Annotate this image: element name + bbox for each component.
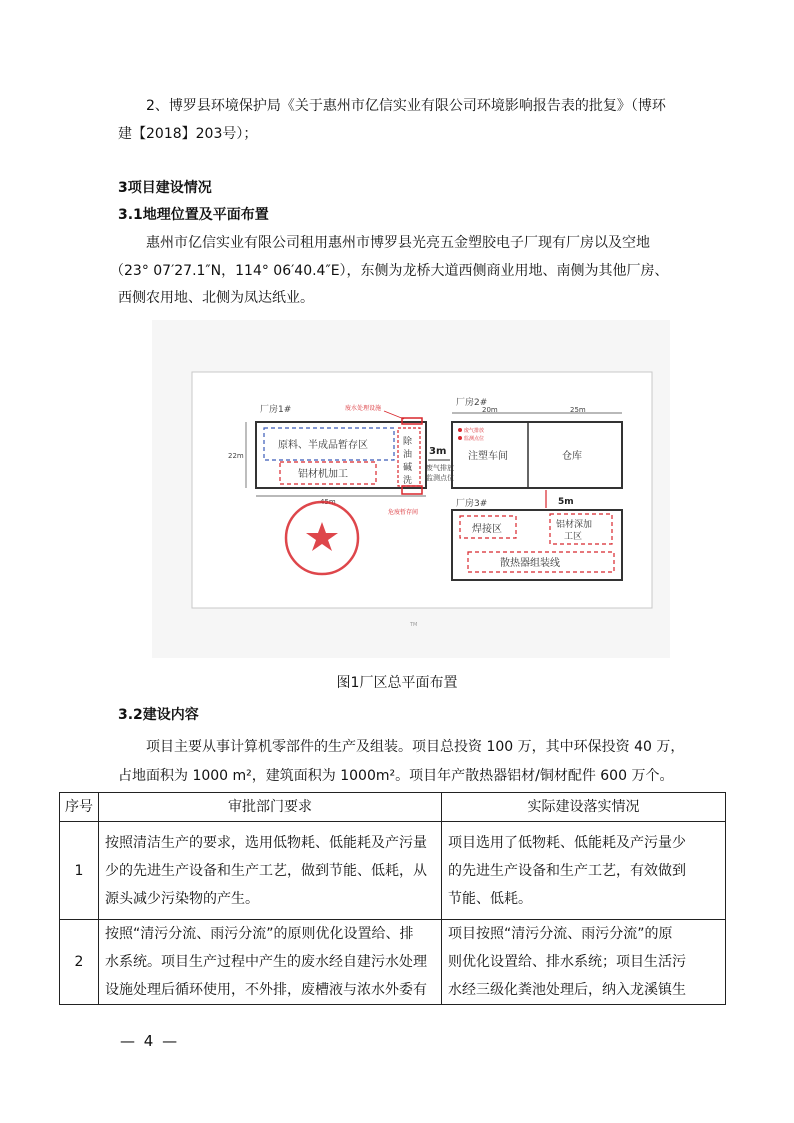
header-actual: 实际建设落实情况 xyxy=(442,793,726,822)
row-actual-line: 的先进生产设备和生产工艺，有效做到 xyxy=(448,862,686,879)
gap-5m-label: 5m xyxy=(558,497,574,507)
dim-25m: 25m xyxy=(570,406,586,414)
table-row xyxy=(60,822,726,920)
row-actual-line: 项目选用了低物耗、低能耗及产污量少 xyxy=(448,834,686,851)
warehouse-label: 仓库 xyxy=(562,451,582,462)
row-actual-line: 节能、低耗。 xyxy=(448,890,532,907)
approval-requirements-table xyxy=(59,792,726,1005)
building1-label: 厂房1# xyxy=(260,405,292,415)
aluminum-machining-label: 铝材机加工 xyxy=(298,469,348,480)
row-number: 1 xyxy=(60,822,99,920)
row-requirement-line: 少的先进生产设备和生产工艺，做到节能、低耗，从 xyxy=(105,862,427,879)
row-actual-line: 项目按照“清污分流、雨污分流”的原 xyxy=(448,926,673,942)
figure-caption: 图1厂区总平面布置 xyxy=(336,675,458,691)
section-title: 3项目建设情况 xyxy=(118,180,212,196)
degrease-label-2: 油 xyxy=(403,450,413,460)
location-paragraph-line-3: 西侧农用地、北侧为凤达纸业。 xyxy=(118,290,314,306)
content-paragraph-line-1: 项目主要从事计算机零部件的生产及组装。项目总投资 100 万，其中环保投资 40 万， xyxy=(146,739,685,755)
header-requirement: 审批部门要求 xyxy=(99,793,442,822)
raw-storage-label: 原料、半成品暂存区 xyxy=(278,440,368,451)
degrease-label-4: 洗 xyxy=(403,476,413,486)
dim-45m: 45m xyxy=(320,498,336,506)
welding-label: 焊接区 xyxy=(472,524,502,535)
reference-line-2: 建【2018】203号）； xyxy=(118,126,258,142)
table-row xyxy=(60,920,726,1005)
row-actual-line: 则优化设置给、排水系统；项目生活污 xyxy=(448,954,686,970)
deep-process-label-1: 铝材深加 xyxy=(556,520,593,530)
injection-label: 注塑车间 xyxy=(468,451,508,462)
building3-label: 厂房3# xyxy=(456,499,488,509)
small-label-a1: 废气排放 xyxy=(426,464,454,472)
row-requirement-line: 水系统。项目生产过程中产生的废水经自建污水处理 xyxy=(105,954,427,970)
table-header-row xyxy=(60,793,726,822)
site-layout-figure xyxy=(152,320,670,658)
row-requirement xyxy=(99,822,442,920)
subsection-title-content: 3.2建设内容 xyxy=(118,707,199,723)
row-requirement-line: 设施处理后循环使用，不外排，废槽液与浓水外委有 xyxy=(105,982,427,998)
location-paragraph-line-1: 惠州市亿信实业有限公司租用惠州市博罗县光亮五金塑胶电子厂现有厂房以及空地 xyxy=(146,235,650,251)
wastewater-facility-label: 废水处理设施 xyxy=(345,405,382,412)
dim-22m: 22m xyxy=(228,452,244,460)
reference-line-1: 2、博罗县环境保护局《关于惠州市亿信实业有限公司环境影响报告表的批复》（博环 xyxy=(146,98,666,114)
header-number: 序号 xyxy=(60,793,99,822)
row-requirement-line: 源头减少污染物的产生。 xyxy=(105,890,259,907)
degrease-label-3: 碱 xyxy=(403,463,413,473)
row-requirement xyxy=(99,920,442,1005)
page-number: — 4 — xyxy=(120,1032,180,1050)
gap-3m-label: 3m xyxy=(429,446,447,457)
row-actual xyxy=(442,822,726,920)
small-label-b1: 监测点位 xyxy=(426,474,454,482)
row-requirement-line: 按照“清污分流、雨污分流”的原则优化设置给、排 xyxy=(105,926,414,942)
small-label-a2: 废气排放 xyxy=(464,428,485,434)
dim-20m: 20m xyxy=(482,406,498,414)
svg-text:TM: TM xyxy=(410,622,418,628)
small-label-b2: 监测点位 xyxy=(464,436,485,442)
content-paragraph-line-2: 占地面积为 1000 m²，建筑面积为 1000m²。项目年产散热器铝材/铜材配件 600 万个。 xyxy=(118,768,674,784)
row-actual-line: 水经三级化粪池处理后，纳入龙溪镇生 xyxy=(448,982,686,998)
deep-process-label-2: 工区 xyxy=(564,532,583,542)
hazardous-store-label: 危废暂存间 xyxy=(388,509,419,516)
row-requirement-line: 按照清洁生产的要求，选用低物耗、低能耗及产污量 xyxy=(105,834,427,851)
subsection-title-location: 3.1地理位置及平面布置 xyxy=(118,207,269,223)
degrease-label-1: 除 xyxy=(403,437,413,447)
location-paragraph-line-2: （23° 07′27.1″N，114° 06′40.4″E），东侧为龙桥大道西侧商业用地、南侧为其他厂房、 xyxy=(110,263,669,279)
row-number: 2 xyxy=(60,920,99,1005)
radiator-line-label: 散热器组装线 xyxy=(500,558,560,569)
row-actual xyxy=(442,920,726,1005)
building2-label: 厂房2# xyxy=(456,398,488,408)
